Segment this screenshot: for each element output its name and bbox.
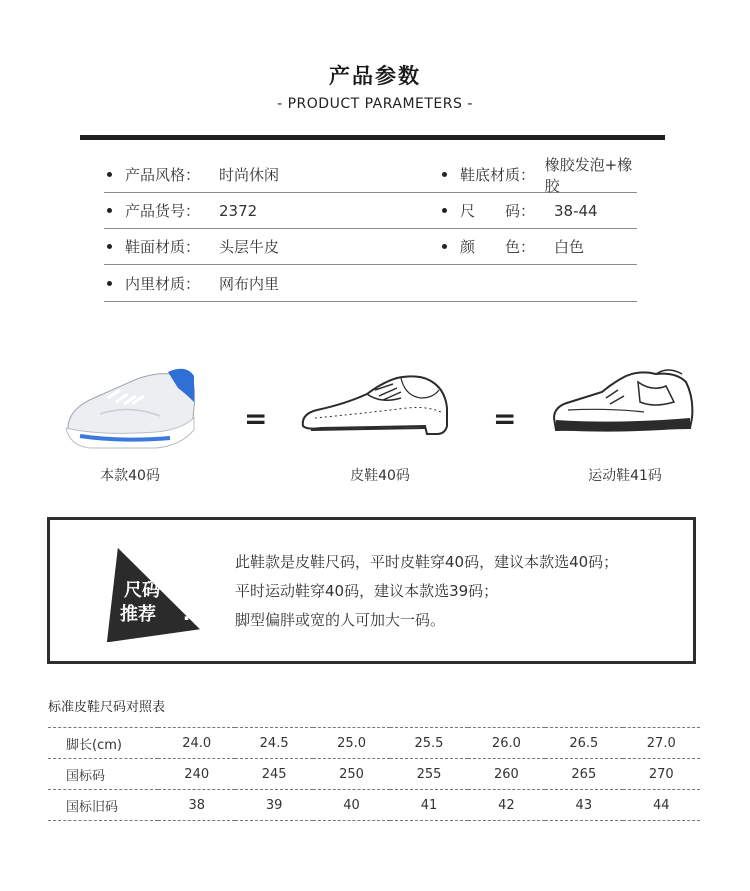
param-value: 2372	[219, 201, 258, 220]
bullet-icon	[107, 208, 112, 213]
param-value: 头层牛皮	[219, 238, 280, 256]
param-item	[439, 200, 637, 221]
page-title: 产品参数	[329, 64, 421, 88]
table-cell: 42	[468, 790, 545, 821]
table-cell: 44	[623, 790, 700, 821]
row-label: 国标旧码	[48, 790, 158, 821]
recommendation-line: 平时运动鞋穿40码，建议本款选39码；	[235, 582, 499, 600]
table-cell: 24.5	[235, 728, 312, 759]
equals-sign: =	[493, 402, 517, 435]
table-cell: 260	[468, 759, 545, 790]
table-cell: 26.0	[468, 728, 545, 759]
row-label: 国标码	[48, 759, 158, 790]
bullet-icon	[442, 208, 447, 213]
param-label: 颜 色：	[460, 238, 536, 256]
table-cell: 240	[158, 759, 235, 790]
param-value: 38-44	[554, 201, 598, 220]
param-label: 鞋面材质：	[125, 238, 201, 256]
bullet-icon	[442, 244, 447, 249]
param-label: 尺 码：	[460, 202, 536, 220]
param-item	[439, 236, 637, 257]
size-table-title: 标准皮鞋尺码对照表	[48, 700, 166, 715]
table-row	[48, 728, 700, 759]
table-cell: 250	[313, 759, 390, 790]
shoe-caption: 本款40码	[100, 468, 160, 484]
bullet-icon	[107, 244, 112, 249]
table-cell: 26.5	[545, 728, 622, 759]
product-params-list	[104, 157, 637, 302]
shoe-caption: 皮鞋40码	[350, 468, 410, 484]
table-cell: 24.0	[158, 728, 235, 759]
table-cell: 255	[390, 759, 467, 790]
bullet-icon	[442, 172, 447, 177]
param-row	[104, 193, 637, 229]
param-item	[104, 200, 439, 221]
white-sneaker-image	[60, 358, 200, 450]
param-row	[104, 229, 637, 265]
shoe-caption: 运动鞋41码	[588, 468, 662, 484]
param-item	[104, 236, 439, 257]
size-recommendation-box	[47, 517, 696, 664]
row-label: 脚长(cm)	[48, 728, 158, 759]
param-item	[439, 154, 637, 196]
table-cell: 25.0	[313, 728, 390, 759]
table-cell: 245	[235, 759, 312, 790]
recommendation-line: 此鞋款是皮鞋尺码，平时皮鞋穿40码，建议本款选40码；	[235, 553, 619, 571]
bullet-icon	[107, 172, 112, 177]
param-value: 白色	[554, 238, 585, 256]
table-cell: 38	[158, 790, 235, 821]
param-value: 网布内里	[219, 274, 280, 293]
param-value: 橡胶发泡+橡胶	[544, 155, 633, 195]
param-value: 时尚休闲	[219, 166, 280, 184]
table-cell: 25.5	[390, 728, 467, 759]
param-row	[104, 265, 637, 302]
param-item	[104, 164, 439, 185]
table-cell: 43	[545, 790, 622, 821]
leather-shoe-outline-icon	[297, 368, 457, 440]
recommendation-line: 脚型偏胖或宽的人可加大一码。	[235, 611, 446, 629]
param-label: 内里材质：	[125, 274, 201, 293]
param-label: 产品风格：	[125, 166, 201, 184]
param-item	[104, 273, 439, 294]
param-label: 产品货号：	[125, 202, 201, 220]
table-cell: 41	[390, 790, 467, 821]
recommendation-text	[235, 548, 618, 635]
exclamation-icon: !	[182, 601, 192, 625]
table-cell: 270	[623, 759, 700, 790]
page-subtitle: - PRODUCT PARAMETERS -	[277, 96, 473, 112]
table-row	[48, 759, 700, 790]
table-cell: 39	[235, 790, 312, 821]
recommend-badge-icon	[94, 538, 204, 642]
table-cell: 27.0	[623, 728, 700, 759]
table-cell: 40	[313, 790, 390, 821]
equals-sign: =	[244, 402, 268, 435]
title-divider	[80, 135, 665, 140]
table-row	[48, 790, 700, 821]
bullet-icon	[107, 281, 112, 286]
running-shoe-outline-icon	[548, 362, 698, 440]
badge-text: 尺码	[124, 580, 160, 601]
param-label: 鞋底材质：	[460, 166, 536, 184]
param-row	[104, 157, 637, 193]
badge-text: 推荐	[120, 604, 156, 625]
table-cell: 265	[545, 759, 622, 790]
size-table	[48, 727, 700, 821]
